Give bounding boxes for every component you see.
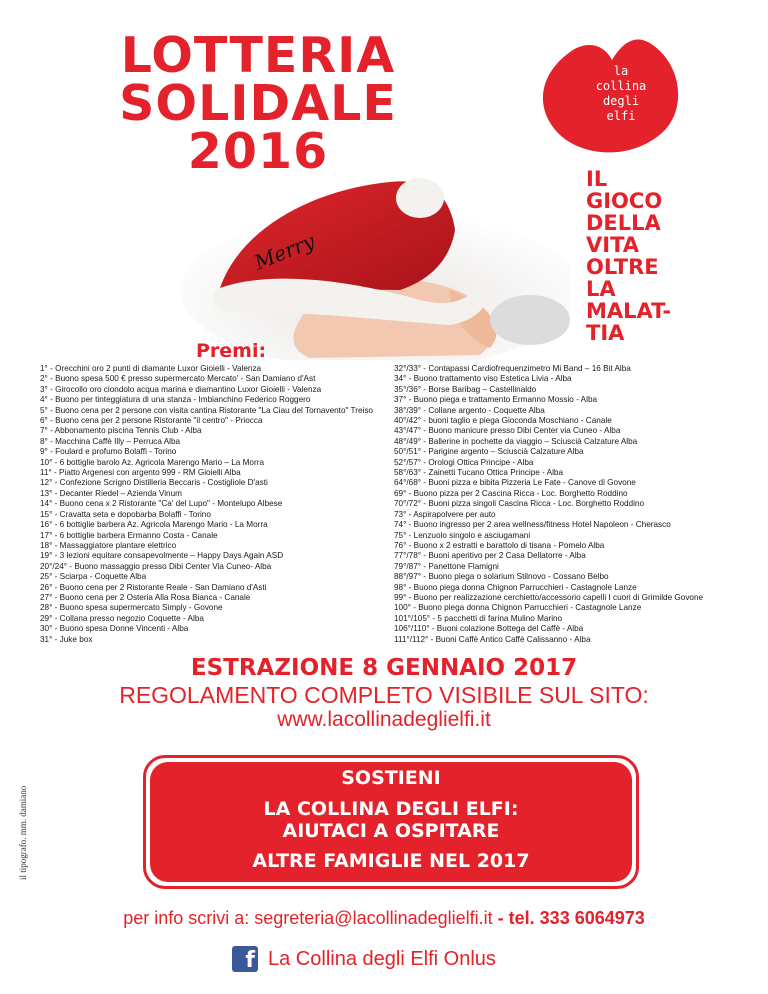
title-line-2: SOLIDALE bbox=[119, 75, 397, 132]
prize-item: 88°/97° - Buono piega o solarium Stilnovo - Cossano Belbo bbox=[394, 572, 609, 582]
prize-item: 58°/63° - Zainetti Tucano Ottica Principe - Alba bbox=[394, 468, 564, 478]
prize-item: 7° - Abbonamento piscina Tennis Club - Alba bbox=[40, 426, 202, 436]
prize-item: 25° - Sciarpa - Coquette Alba bbox=[40, 572, 147, 582]
prize-item: 13° - Decanter Riedel – Azienda Vinum bbox=[40, 488, 182, 498]
prize-item: 28° - Buono spesa supermercato Simply - Govone bbox=[40, 603, 223, 613]
facebook-icon: f bbox=[232, 946, 258, 972]
support-line-1: SOSTIENI bbox=[341, 767, 441, 789]
logo-line-4: elfi bbox=[606, 109, 636, 123]
prize-item: 2° - Buono spesa 500 € presso supermercato Mercato' - San Damiano d'Ast bbox=[40, 374, 316, 384]
prize-item: 10° - 6 bottiglie barolo Az. Agricola Marengo Mario – La Morra bbox=[40, 457, 264, 467]
contact-prefix: per info scrivi a: bbox=[123, 908, 250, 928]
prize-item: 48°/49° - Ballerine in pochette da viaggio – Sciuscià Calzature Alba bbox=[394, 436, 638, 446]
slogan-line: MALAT- bbox=[586, 299, 672, 323]
prize-item: 77°/78° - Buoni aperitivo per 2 Casa Dellatorre - Alba bbox=[394, 551, 586, 561]
prize-item: 27° - Buono cena per 2 Osteria Alla Rosa Bianca - Canale bbox=[40, 592, 251, 602]
prize-item: 111°/112° - Buoni Caffè Antico Caffè Calissanno - Alba bbox=[394, 634, 591, 644]
prize-item: 6° - Buono cena per 2 persone Ristorante "il centro" - Priocca bbox=[40, 416, 263, 426]
prize-item: 16° - 6 bottiglie barbera Az. Agricola Marengo Mario - La Morra bbox=[40, 520, 268, 530]
contact-email[interactable]: segreteria@lacollinadeglielfi.it bbox=[254, 908, 493, 928]
baby-santa-hat-photo bbox=[150, 170, 570, 360]
prize-item: 19° - 3 lezioni equitare consapevolmente – Happy Days Again ASD bbox=[40, 551, 284, 561]
regulation-notice: REGOLAMENTO COMPLETO VISIBILE SUL SITO: bbox=[119, 682, 649, 708]
contact-phone[interactable]: - tel. 333 6064973 bbox=[497, 908, 645, 928]
facebook-page-label[interactable]: La Collina degli Elfi Onlus bbox=[268, 947, 496, 970]
slogan-line: DELLA bbox=[586, 211, 661, 235]
prize-item: 20°/24° - Buono massaggio presso Dibi Center Via Cuneo- Alba bbox=[40, 561, 272, 571]
logo-line-2: collina bbox=[595, 79, 647, 93]
prize-item: 40°/42° - buoni taglio e piega Gioconda Moschiano - Canale bbox=[394, 416, 612, 426]
prize-item: 29° - Collana presso negozio Coquette - Alba bbox=[40, 613, 204, 623]
prize-item: 98° - Buono piega donna Chignon Parrucchieri - Castagnole Lanze bbox=[394, 582, 637, 592]
prize-item: 38°/39° - Collane argento - Coquette Alba bbox=[394, 405, 545, 415]
logo-line-1: la bbox=[613, 64, 629, 78]
prize-item: 35°/36° - Borse Baribag – Castellinaldo bbox=[394, 384, 537, 394]
support-banner bbox=[143, 755, 639, 889]
slogan-line: VITA bbox=[586, 233, 640, 257]
prize-item: 17° - 6 bottiglie barbera Ermanno Costa - Canale bbox=[40, 530, 218, 540]
prize-item: 26° - Buono cena per 2 Ristorante Reale - San Damiano d'Asti bbox=[40, 582, 267, 592]
prize-item: 52°/57° - Orologi Ottica Principe - Alba bbox=[394, 457, 534, 467]
prize-item: 101°/105° - 5 pacchetti di farina Mulino Marino bbox=[394, 613, 563, 623]
prize-item: 73° - Aspirapolvere per auto bbox=[394, 509, 496, 519]
slogan-line: TIA bbox=[586, 321, 625, 345]
website-link[interactable]: www.lacollinadeglielfi.it bbox=[277, 708, 491, 731]
support-banner-inner bbox=[150, 762, 632, 882]
prizes-heading: Premi: bbox=[196, 340, 267, 362]
prize-item: 31° - Juke box bbox=[40, 634, 93, 644]
prize-item: 32°/33° - Contapassi Cardiofrequenzimetro Mi Band – 16 Bit Alba bbox=[394, 364, 631, 373]
prize-item: 75° - Lenzuolo singolo e asciugamani bbox=[394, 530, 531, 540]
printer-credit: il tipografo. mm. damiano bbox=[18, 785, 28, 880]
prize-item: 76° - Buono x 2 estratti e barattolo di tisana - Pomelo Alba bbox=[394, 540, 605, 550]
prize-item: 3° - Girocollo oro ciondolo acqua marina e diamantino Luxor Gioielli - Valenza bbox=[40, 384, 322, 394]
title-line-1: LOTTERIA bbox=[120, 27, 396, 84]
prize-item: 50°/51° - Parigine argento – Sciuscià Calzature Alba bbox=[394, 447, 584, 457]
prize-item: 106°/110° - Buoni colazione Bottega del Caffè - Alba bbox=[394, 624, 584, 634]
prize-item: 9° - Foulard e profumo Bolaffi - Torino bbox=[40, 447, 177, 457]
prize-item: 37° - Buono piega e trattamento Ermanno Mossio - Alba bbox=[394, 395, 598, 405]
prize-item: 34° - Buono trattamento viso Estetica Livia - Alba bbox=[394, 374, 572, 384]
slogan-line: OLTRE bbox=[586, 255, 659, 279]
prize-item: 8° - Macchina Caffè Illy – Perruca Alba bbox=[40, 436, 181, 446]
prize-item: 30° - Buono spesa Donne Vincenti - Alba bbox=[40, 624, 189, 634]
slogan-line: IL bbox=[586, 167, 608, 191]
prize-item: 14° - Buono cena x 2 Ristorante "Ca' del Lupo" - Montelupo Albese bbox=[40, 499, 283, 509]
title-line-3: 2016 bbox=[187, 123, 329, 180]
slogan-line: GIOCO bbox=[586, 189, 663, 213]
prize-item: 11° - Piatto Argenesi con argento 999 - RM Gioielli Alba bbox=[40, 468, 241, 478]
prize-item: 5° - Buono cena per 2 persone con visita cantina Ristorante "La Ciau del Tornavento" Treiso bbox=[40, 405, 373, 415]
prize-item: 1° - Orecchini oro 2 punti di diamante Luxor Gioielli - Valenza bbox=[40, 364, 262, 373]
draw-date-heading: ESTRAZIONE 8 GENNAIO 2017 bbox=[190, 655, 578, 681]
prize-item: 15° - Cravatta seta e dopobarba Bolaffi - Torino bbox=[40, 509, 211, 519]
logo-text bbox=[590, 64, 652, 124]
slogan bbox=[586, 168, 726, 344]
prize-item: 100° - Buono piega donna Chignon Parrucchieri - Castagnole Lanze bbox=[394, 603, 642, 613]
prize-item: 69° - Buono pizza per 2 Cascina Ricca - Loc. Borghetto Roddino bbox=[394, 488, 628, 498]
prize-item: 43°/47° - Buono manicure presso Dibi Center via Cuneo - Alba bbox=[394, 426, 621, 436]
prize-list-left bbox=[40, 364, 385, 645]
support-line-3: AIUTACI A OSPITARE bbox=[282, 820, 500, 842]
prize-item: 79°/87° - Panettone Flamigni bbox=[394, 561, 499, 571]
prize-item: 12° - Confezione Scrigno Distilleria Beccaris - Costigliole D'asti bbox=[40, 478, 268, 488]
prize-item: 4° - Buono per tinteggiatura di una stanza - Imbianchino Federico Roggero bbox=[40, 395, 311, 405]
prize-item: 74° - Buono ingresso per 2 area wellness/fitness Hotel Napoleon - Cherasco bbox=[394, 520, 671, 530]
prize-item: 99° - Buono per realizzazione cerchietto/accessorio capelli I cuori di Grimilde Govone bbox=[394, 592, 704, 602]
prize-list-right bbox=[394, 364, 734, 645]
prize-item: 18° - Massaggiatore plantare elettrico bbox=[40, 540, 177, 550]
lottery-title bbox=[58, 27, 458, 180]
prize-item: 64°/68° - Buoni pizza e bibita Pizzeria Le Fate - Canove di Govone bbox=[394, 478, 636, 488]
logo-line-3: degli bbox=[602, 94, 640, 108]
contact-info bbox=[0, 908, 768, 929]
support-line-4: ALTRE FAMIGLIE NEL 2017 bbox=[252, 850, 530, 872]
support-line-2: LA COLLINA DEGLI ELFI: bbox=[263, 798, 519, 820]
hat-embroidery-text: Merry bbox=[250, 228, 319, 275]
slogan-line: LA bbox=[586, 277, 616, 301]
facebook-link[interactable] bbox=[232, 945, 496, 973]
prize-item: 70°/72° - Buoni pizza singoli Cascina Ricca - Loc. Borghetto Roddino bbox=[394, 499, 645, 509]
